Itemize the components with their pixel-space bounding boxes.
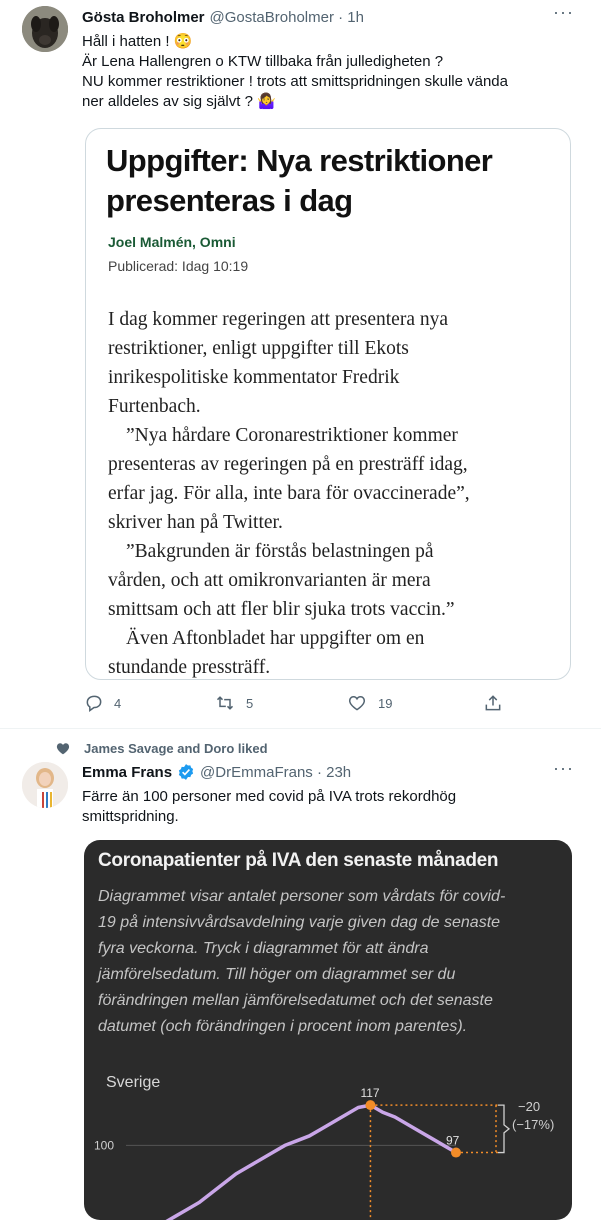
- chart-description-line: fyra veckorna. Tryck i diagrammet för att ändra: [98, 940, 429, 957]
- change-percent: (−17%): [512, 1117, 555, 1133]
- line-chart[interactable]: [84, 1080, 572, 1220]
- retweet-button[interactable]: [214, 693, 253, 713]
- tweet-text-line: Är Lena Hallengren o KTW tillbaka från julledigheten ?: [82, 53, 444, 70]
- more-options-icon[interactable]: ···: [553, 2, 574, 22]
- chart-description-line: jämförelsedatum. Till höger om diagrammet ser du: [98, 966, 456, 983]
- retweet-icon: [214, 693, 236, 713]
- article-body-line: ”Bakgrunden är förstås belastningen på: [126, 541, 434, 562]
- article-byline: Joel Malmén, Omni: [108, 234, 236, 250]
- article-headline: presenteras i dag: [106, 183, 353, 218]
- article-body-line: erfar jag. För alla, inte bara för ovaccinerade”,: [108, 483, 470, 504]
- article-body-line: stundande pressträff.: [108, 657, 271, 678]
- article-body-line: smittsam och att fler blir sjuka trots vaccin.”: [108, 599, 455, 620]
- tweet-text-line: Håll i hatten ! 😳: [82, 33, 193, 50]
- change-bracket: [498, 1105, 509, 1152]
- like-button[interactable]: [346, 693, 392, 713]
- chart-image[interactable]: [84, 840, 572, 1220]
- article-published: Publicerad: Idag 10:19: [108, 258, 249, 274]
- reply-button[interactable]: [84, 693, 121, 713]
- article-body-line: restriktioner, enligt uppgifter till Ekots: [108, 338, 409, 359]
- share-button[interactable]: [482, 693, 504, 713]
- emma-avatar-icon: [22, 762, 68, 808]
- chart-image-title: Coronapatienter på IVA den senaste månaden: [98, 850, 499, 871]
- data-point-marker: [365, 1100, 375, 1110]
- avatar[interactable]: [22, 762, 68, 808]
- chart-description-line: datumet (och förändringen i procent inom parentes).: [98, 1018, 468, 1035]
- heart-icon: [346, 693, 368, 713]
- article-body-line: Även Aftonbladet har uppgifter om en: [126, 628, 425, 649]
- article-body-line: I dag kommer regeringen att presentera nya: [108, 309, 449, 330]
- article-body-line: presenteras av regeringen på en presträff idag,: [108, 454, 468, 475]
- chart-description-line: 19 på intensivvårdsavdelning varje given dag de senaste: [98, 914, 501, 931]
- chart-description-line: Diagrammet visar antalet personer som vårdats för covid-: [98, 888, 506, 905]
- data-label: 117: [360, 1086, 380, 1101]
- chart-region-label: Sverige: [106, 1074, 161, 1091]
- like-count: 19: [378, 695, 393, 711]
- author-name[interactable]: Gösta Broholmer: [82, 8, 205, 26]
- share-icon: [482, 693, 504, 713]
- liked-heart-icon: [56, 742, 70, 755]
- tweet-text-line: smittspridning.: [82, 808, 179, 825]
- more-options-icon[interactable]: ···: [553, 758, 574, 778]
- article-image[interactable]: [85, 128, 571, 680]
- retweet-count: 5: [246, 695, 254, 711]
- tweet-text-line: NU kommer restriktioner ! trots att smittspridningen skulle vända: [82, 73, 508, 90]
- reply-count: 4: [114, 695, 122, 711]
- avatar[interactable]: [22, 6, 68, 52]
- author-handle-time[interactable]: @GostaBroholmer · 1h: [209, 8, 364, 26]
- author-name[interactable]: Emma Frans: [82, 763, 173, 781]
- article-body-line: skriver han på Twitter.: [108, 512, 283, 533]
- reply-icon: [84, 693, 104, 713]
- chart-description-line: förändringen mellan jämförelsedatumet och det senaste: [98, 992, 493, 1009]
- change-value: −20: [518, 1099, 541, 1115]
- data-point-marker: [451, 1148, 461, 1158]
- tweet-text-line: Färre än 100 personer med covid på IVA trots rekordhög: [82, 788, 457, 805]
- article-headline: Uppgifter: Nya restriktioner: [106, 143, 493, 178]
- data-label: 97: [446, 1133, 460, 1148]
- article-body-line: vården, och att omikronvarianten är mera: [108, 570, 431, 591]
- y-tick-label: 100: [94, 1138, 115, 1153]
- divider: [0, 728, 601, 729]
- social-context[interactable]: James Savage and Doro liked: [84, 741, 268, 756]
- author-handle-time[interactable]: @DrEmmaFrans · 23h: [200, 763, 352, 781]
- tweet-text-line: ner alldeles av sig självt ? 🤷‍♀️: [82, 93, 276, 110]
- verified-badge-icon: [177, 763, 195, 781]
- series-line: [126, 1105, 456, 1220]
- dog-avatar-icon: [22, 6, 68, 52]
- article-body-line: inrikespolitiske kommentator Fredrik: [108, 367, 400, 388]
- article-body-line: Furtenbach.: [108, 396, 201, 417]
- article-body-line: ”Nya hårdare Coronarestriktioner kommer: [126, 425, 458, 446]
